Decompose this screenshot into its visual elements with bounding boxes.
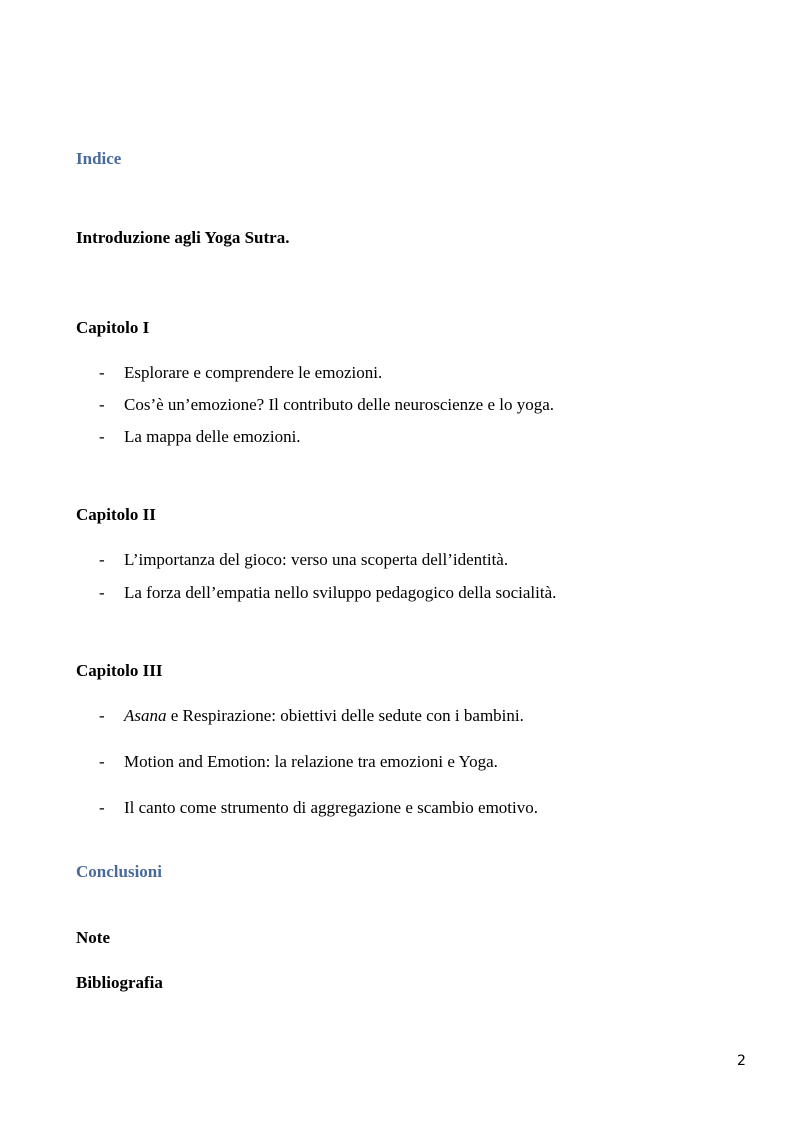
list-dash: - bbox=[99, 427, 105, 446]
list-dash: - bbox=[99, 550, 105, 569]
bibliography-heading: Bibliografia bbox=[76, 973, 163, 992]
list-dash: - bbox=[99, 798, 105, 817]
list-item-text: La forza dell’empatia nello sviluppo pedagogico della socialità. bbox=[124, 583, 557, 602]
conclusions-heading: Conclusioni bbox=[76, 862, 162, 881]
introduction-heading: Introduzione agli Yoga Sutra. bbox=[76, 228, 290, 247]
list-item-text: Motion and Emotion: la relazione tra emozioni e Yoga. bbox=[124, 752, 498, 771]
list-item-text: L’importanza del gioco: verso una scoperta dell’identità. bbox=[124, 550, 509, 569]
list-item-text: Cos’è un’emozione? Il contributo delle neuroscienze e lo yoga. bbox=[124, 395, 555, 414]
list-item-text: La mappa delle emozioni. bbox=[124, 427, 301, 446]
page-number: 2 bbox=[737, 1053, 746, 1069]
chapter-3-heading: Capitolo III bbox=[76, 661, 163, 680]
list-dash: - bbox=[99, 706, 105, 725]
list-item-italic: Asana bbox=[124, 706, 167, 725]
list-item-text: Il canto come strumento di aggregazione e scambio emotivo. bbox=[124, 798, 539, 817]
notes-heading: Note bbox=[76, 928, 110, 947]
list-item-rest: e Respirazione: obiettivi delle sedute con i bambini. bbox=[166, 706, 524, 725]
list-dash: - bbox=[99, 752, 105, 771]
list-dash: - bbox=[99, 583, 105, 602]
toc-title: Indice bbox=[76, 149, 122, 168]
list-item-text bbox=[124, 706, 524, 726]
chapter-2-heading: Capitolo II bbox=[76, 505, 156, 524]
list-item-text: Esplorare e comprendere le emozioni. bbox=[124, 363, 383, 382]
list-dash: - bbox=[99, 395, 105, 414]
chapter-1-heading: Capitolo I bbox=[76, 318, 150, 337]
list-dash: - bbox=[99, 363, 105, 382]
